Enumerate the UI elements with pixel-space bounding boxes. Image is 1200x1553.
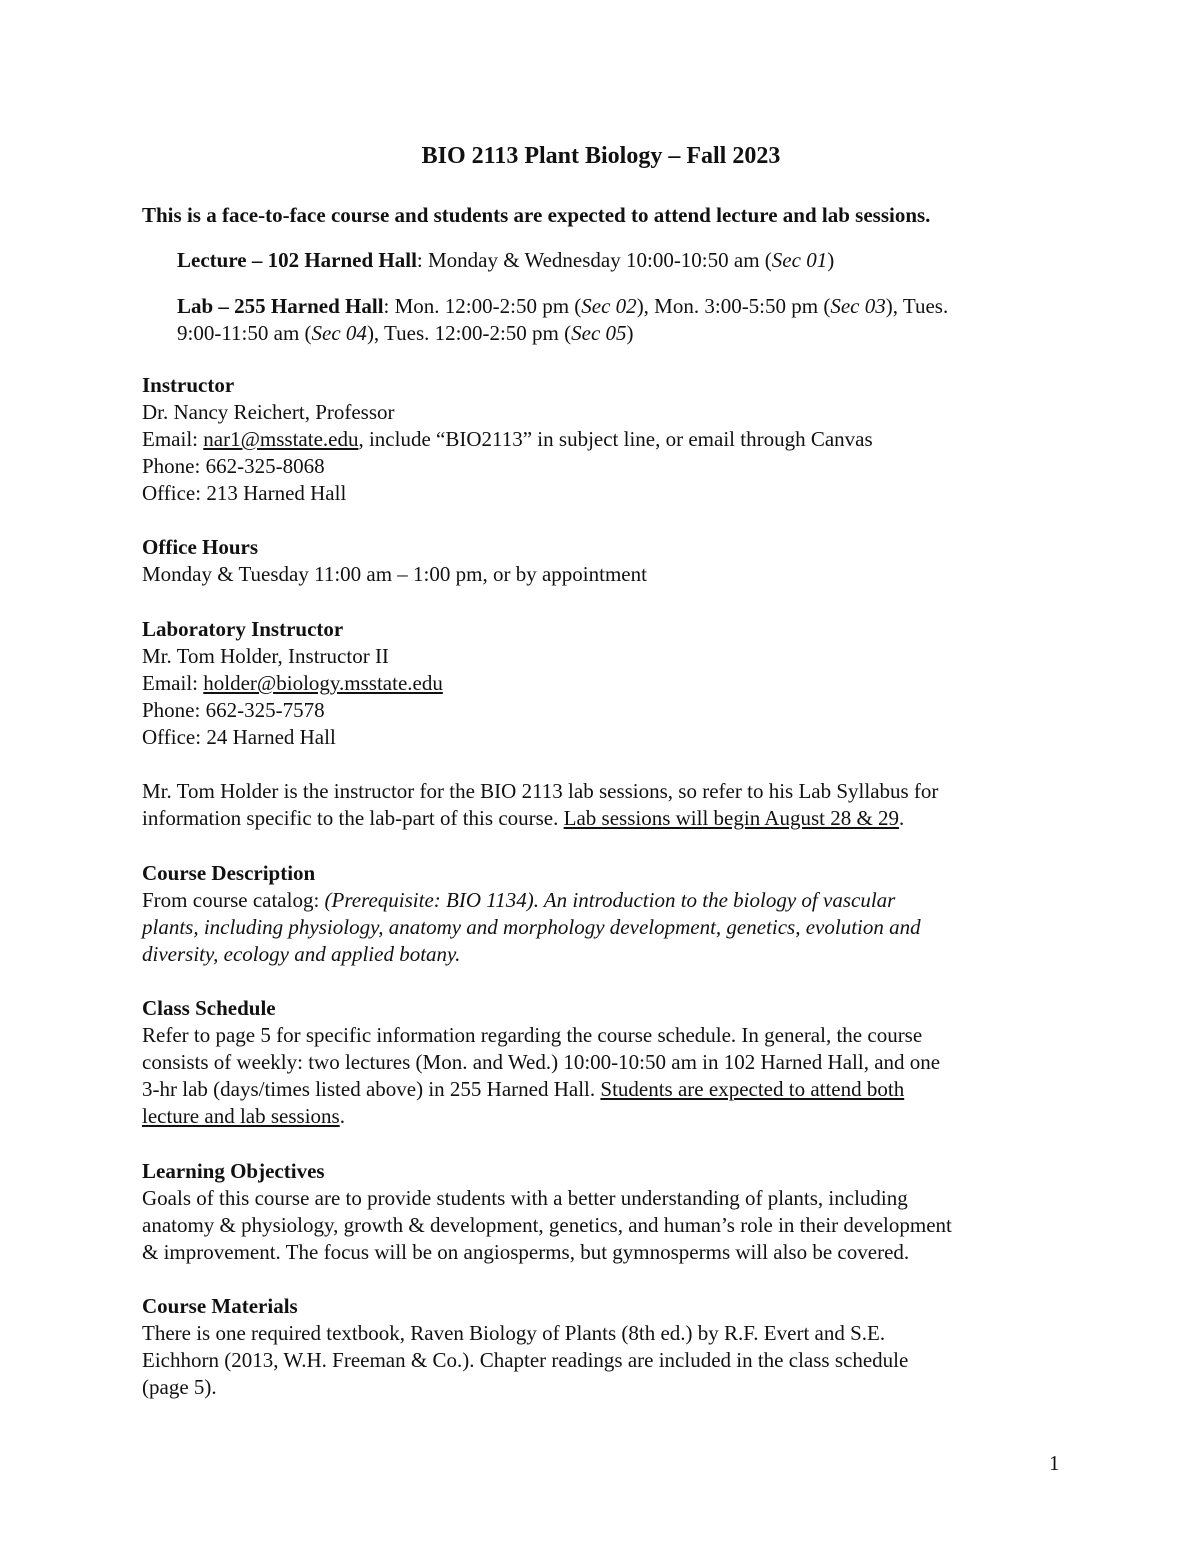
office-hours-section — [142, 534, 647, 588]
lab-instructor-email-line: Email: holder@biology.msstate.edu — [142, 671, 443, 695]
lab-label: Lab – 255 Harned Hall — [177, 294, 384, 318]
lab-instructor-email-link[interactable]: holder@biology.msstate.edu — [203, 671, 443, 695]
class-schedule-heading: Class Schedule — [142, 996, 276, 1020]
lab-instructor-section — [142, 616, 443, 751]
lab-line-2: 9:00-11:50 am (Sec 04), Tues. 12:00-2:50 pm (Sec 05) — [177, 321, 634, 345]
course-description-section: Course Description From course catalog: (Prerequisite: BIO 1134). An introduction to the biology of vascular plants, including physiology, anatomy and morphology development, genetics, evolution and diversity, ecology and applied botany. — [142, 861, 921, 966]
instructor-heading: Instructor — [142, 373, 235, 397]
office-hours-text: Monday & Tuesday 11:00 am – 1:00 pm, or by appointment — [142, 562, 647, 586]
lab-instructor-name: Mr. Tom Holder, Instructor II — [142, 644, 389, 668]
instructor-name: Dr. Nancy Reichert, Professor — [142, 400, 395, 424]
instructor-email-line: Email: nar1@msstate.edu, include “BIO2113” in subject line, or email through Canvas — [142, 427, 873, 451]
instructor-phone: Phone: 662-325-8068 — [142, 454, 325, 478]
lab-start-date: Lab sessions will begin August 28 & 29 — [563, 806, 900, 830]
instructor-email-link[interactable]: nar1@msstate.edu — [203, 427, 359, 451]
lab-instructor-office: Office: 24 Harned Hall — [142, 725, 336, 749]
instructor-section — [142, 372, 873, 507]
office-hours-heading: Office Hours — [142, 535, 259, 559]
course-description-heading: Course Description — [142, 861, 316, 885]
lab-instructor-heading: Laboratory Instructor — [142, 617, 344, 641]
course-materials-section: Course Materials There is one required textbook, Raven Biology of Plants (8th ed.) by R.F. Evert and S.E. Eichhorn (2013, W.H. Freeman & Co.). Chapter readings are included in the class schedule (page 5). — [142, 1294, 909, 1399]
lab-line-1: Lab – 255 Harned Hall: Mon. 12:00-2:50 pm (Sec 02), Mon. 3:00-5:50 pm (Sec 03), Tues. — [177, 294, 949, 318]
course-materials-heading: Course Materials — [142, 1294, 298, 1318]
lecture-section: Sec 01 — [771, 248, 828, 272]
learning-objectives-section: Learning Objectives Goals of this course are to provide students with a better understanding of plants, including anatomy & physiology, growth & development, genetics, and human’s role in their development & improvement. The focus will be on angiosperms, but gymnosperms will also be covered. — [142, 1159, 952, 1264]
page-number: 1 — [1049, 1451, 1060, 1475]
lab-note-paragraph: Mr. Tom Holder is the instructor for the BIO 2113 lab sessions, so refer to his Lab Syllabus for information specific to the lab-part of this course. Lab sessions will begin August 28 & 29. — [142, 779, 939, 830]
lecture-line: Lecture – 102 Harned Hall: Monday & Wednesday 10:00-10:50 am (Sec 01) — [177, 248, 835, 272]
document-title: BIO 2113 Plant Biology – Fall 2023 — [421, 143, 781, 169]
class-schedule-section: Class Schedule Refer to page 5 for specific information regarding the course schedule. In general, the course consists of weekly: two lectures (Mon. and Wed.) 10:00-10:50 am in 102 Harned Hall, and one 3-hr lab (days/times listed above) in 255 Harned Hall. Students are expected to attend both lecture and lab sessions. — [142, 996, 941, 1128]
lecture-time: : Monday & Wednesday 10:00-10:50 am ( — [416, 248, 772, 272]
learning-objectives-heading: Learning Objectives — [142, 1159, 325, 1183]
lab-instructor-phone: Phone: 662-325-7578 — [142, 698, 325, 722]
attendance-notice: This is a face-to-face course and students are expected to attend lecture and lab sessions. — [142, 203, 931, 227]
attendance-requirement: Students are expected to attend both — [600, 1077, 905, 1101]
lecture-label: Lecture – 102 Harned Hall — [177, 248, 417, 272]
lab-sessions — [177, 293, 948, 347]
instructor-office: Office: 213 Harned Hall — [142, 481, 347, 505]
